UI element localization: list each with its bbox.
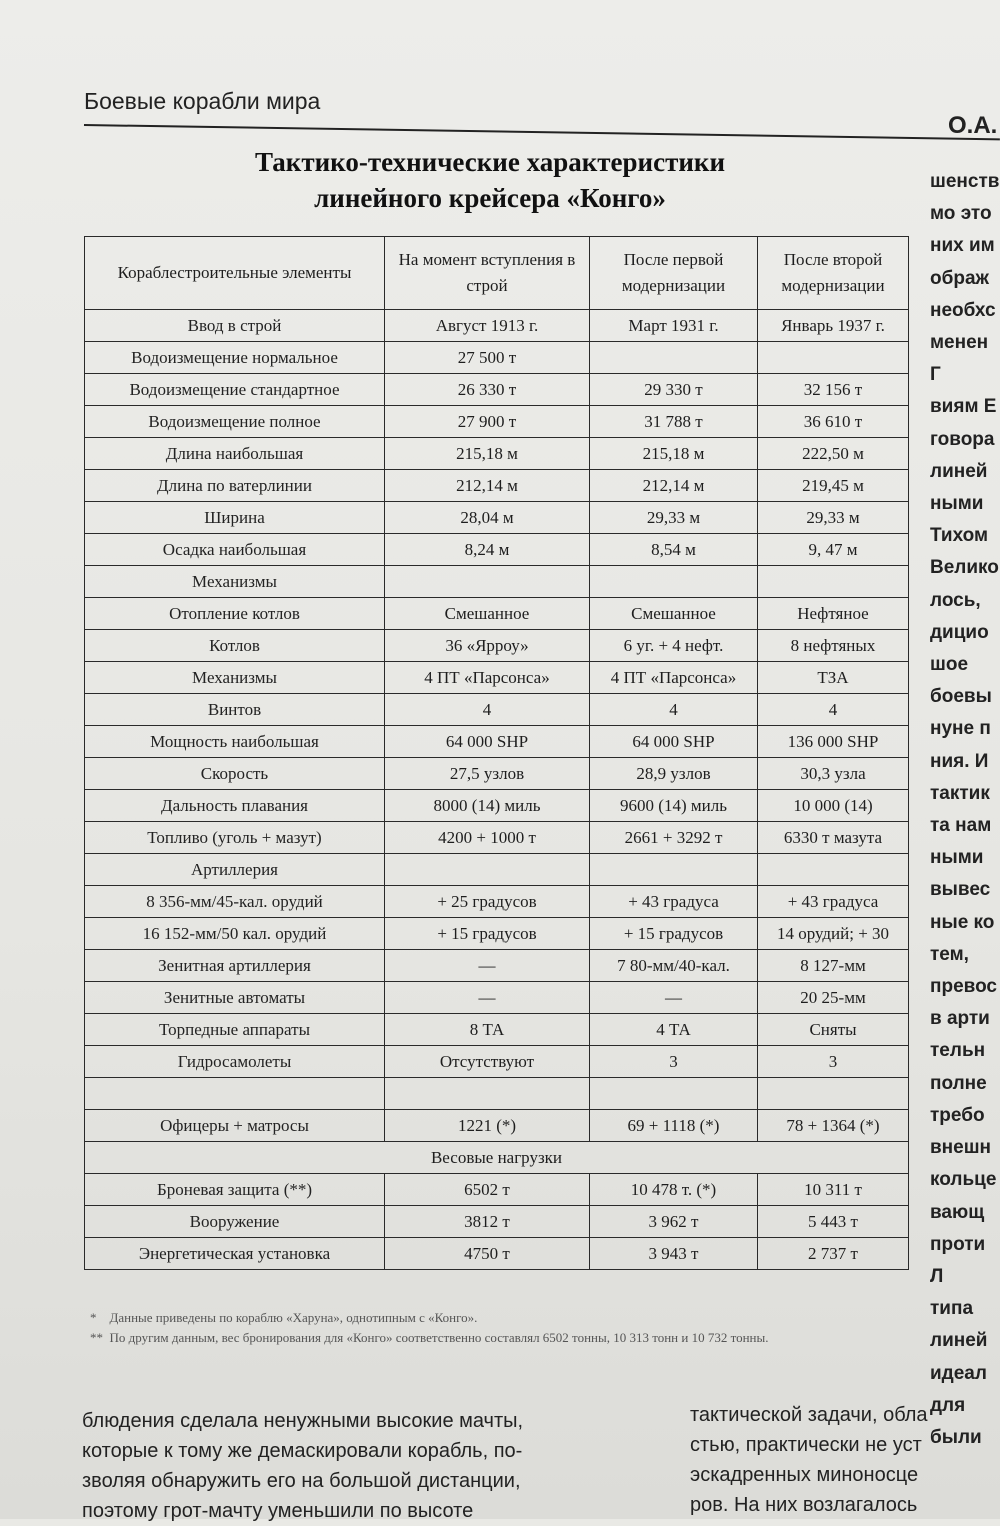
value-cell: 8 нефтяных — [758, 630, 909, 662]
value-cell: 4750 т — [385, 1238, 590, 1270]
body-line: эскадренных миноносце — [690, 1464, 919, 1486]
value-cell: 212,14 м — [590, 470, 758, 502]
right-column-text — [930, 166, 1000, 1454]
table-row — [85, 694, 909, 726]
value-cell: 212,14 м — [385, 470, 590, 502]
running-title-right: О.А. — [948, 112, 998, 139]
right-column-line: вающ — [930, 1201, 985, 1223]
value-cell: 28,9 узлов — [590, 758, 758, 790]
value-cell: 3 962 т — [590, 1206, 758, 1238]
value-cell: 9, 47 м — [758, 534, 909, 566]
body-line: которые к тому же демаскировали корабль, по- — [82, 1440, 523, 1462]
right-column-line: нуне п — [930, 718, 991, 740]
value-cell: 3 — [590, 1046, 758, 1078]
right-column-line: Г — [930, 364, 941, 386]
right-column-line: лось, — [930, 589, 981, 611]
value-cell: ТЗА — [758, 662, 909, 694]
value-cell: 9600 (14) миль — [590, 790, 758, 822]
value-cell: Сняты — [758, 1014, 909, 1046]
right-column-line: та нам — [930, 815, 992, 837]
table-row — [85, 1238, 909, 1270]
value-cell — [385, 566, 590, 598]
right-column-line: требо — [930, 1104, 985, 1126]
table-row — [85, 374, 909, 406]
value-cell: 27 900 т — [385, 406, 590, 438]
right-column-line: были — [930, 1426, 982, 1448]
right-column-line: ными — [930, 847, 984, 869]
row-label-cell: Артиллерия — [85, 854, 385, 886]
row-label-cell: Водоизмещение нормальное — [85, 342, 385, 374]
value-cell — [385, 1078, 590, 1110]
row-label-cell: 16 152-мм/50 кал. орудий — [85, 918, 385, 950]
value-cell: 27,5 узлов — [385, 758, 590, 790]
table-row — [85, 1110, 909, 1142]
value-cell: 36 610 т — [758, 406, 909, 438]
right-column-line: для — [930, 1394, 966, 1416]
value-cell — [590, 854, 758, 886]
right-column-line: линей — [930, 460, 988, 482]
column-header: На момент вступления в строй — [385, 237, 590, 310]
right-column-line: дицио — [930, 621, 989, 643]
value-cell: + 25 градусов — [385, 886, 590, 918]
value-cell: 14 орудий; + 30 — [758, 918, 909, 950]
table-row — [85, 854, 909, 886]
value-cell: — — [385, 950, 590, 982]
right-column-line: проти — [930, 1233, 986, 1255]
footnote-2-mark: ** — [90, 1330, 103, 1345]
footnote-1-text: Данные приведены по кораблю «Харуна», однотипным с «Конго». — [109, 1310, 478, 1325]
row-label-cell: Торпедные аппараты — [85, 1014, 385, 1046]
table-row — [85, 438, 909, 470]
column-header: После первой модернизации — [590, 237, 758, 310]
value-cell: Март 1931 г. — [590, 310, 758, 342]
right-column-line: Велико — [930, 557, 999, 579]
value-cell: 28,04 м — [385, 502, 590, 534]
value-cell: 4 ПТ «Парсонса» — [385, 662, 590, 694]
value-cell: 2 737 т — [758, 1238, 909, 1270]
value-cell: 8,54 м — [590, 534, 758, 566]
value-cell: 30,3 узла — [758, 758, 909, 790]
value-cell: 8,24 м — [385, 534, 590, 566]
right-column-line: шенств — [930, 171, 1000, 192]
right-column-line: ния. И — [930, 750, 989, 772]
row-label-cell: Топливо (уголь + мазут) — [85, 822, 385, 854]
value-cell: Смешанное — [590, 598, 758, 630]
row-label-cell: Котлов — [85, 630, 385, 662]
row-label-cell: Броневая защита (**) — [85, 1174, 385, 1206]
value-cell: 8000 (14) миль — [385, 790, 590, 822]
table-title-line-2: линейного крейсера «Конго» — [314, 183, 666, 213]
footnote-1 — [90, 1308, 850, 1328]
row-label-cell: Винтов — [85, 694, 385, 726]
row-label-cell: Дальность плавания — [85, 790, 385, 822]
table-row — [85, 310, 909, 342]
value-cell: 20 25-мм — [758, 982, 909, 1014]
table-row — [85, 662, 909, 694]
right-column-line: типа — [930, 1298, 974, 1320]
table-row — [85, 1078, 909, 1110]
value-cell: 5 443 т — [758, 1206, 909, 1238]
body-line: ров. На них возлагалось — [690, 1494, 918, 1516]
value-cell: Август 1913 г. — [385, 310, 590, 342]
row-label-cell — [85, 1078, 385, 1110]
value-cell: 64 000 SHP — [385, 726, 590, 758]
running-title: Боевые корабли мира — [84, 88, 321, 114]
body-line: зволяя обнаружить его на большой дистанции, — [82, 1470, 521, 1492]
right-column-line: ные ко — [930, 911, 995, 933]
value-cell: 4 — [758, 694, 909, 726]
row-label-cell: 8 356-мм/45-кал. орудий — [85, 886, 385, 918]
row-label-cell: Скорость — [85, 758, 385, 790]
row-label-cell: Длина наибольшая — [85, 438, 385, 470]
value-cell: 31 788 т — [590, 406, 758, 438]
value-cell: 4200 + 1000 т — [385, 822, 590, 854]
table-row — [85, 502, 909, 534]
row-label-cell: Зенитная артиллерия — [85, 950, 385, 982]
body-line: тактической задачи, обла — [690, 1404, 928, 1426]
body-text-left — [82, 1406, 672, 1526]
value-cell: — — [385, 982, 590, 1014]
right-column-line: полне — [930, 1072, 987, 1094]
right-column-line: линей — [930, 1330, 988, 1352]
table-row — [85, 598, 909, 630]
row-label-cell: Энергетическая установка — [85, 1238, 385, 1270]
right-column-line: боевы — [930, 686, 992, 708]
table-title-line-1: Тактико-технические характеристики — [254, 147, 726, 177]
body-line: блюдения сделала ненужными высокие мачты, — [82, 1410, 524, 1432]
right-column-line: менен — [930, 332, 989, 354]
row-label-cell: Вооружение — [85, 1206, 385, 1238]
value-cell: 29 330 т — [590, 374, 758, 406]
right-column-line: в арти — [930, 1008, 990, 1030]
right-column-line: превос — [930, 976, 998, 998]
row-label-cell: Зенитные автоматы — [85, 982, 385, 1014]
row-label-cell: Осадка наибольшая — [85, 534, 385, 566]
row-label-cell: Ввод в строй — [85, 310, 385, 342]
row-label-cell: Механизмы — [85, 662, 385, 694]
row-label-cell: Ширина — [85, 502, 385, 534]
table-row — [85, 1046, 909, 1078]
right-column-line: кольце — [930, 1169, 997, 1191]
right-column-line: них им — [930, 235, 995, 257]
table-row — [85, 470, 909, 502]
table-row — [85, 1174, 909, 1206]
value-cell: 4 — [385, 694, 590, 726]
value-cell: — — [590, 982, 758, 1014]
section-heading: Весовые нагрузки — [85, 1142, 909, 1174]
row-label-cell: Водоизмещение стандартное — [85, 374, 385, 406]
value-cell: 6 уг. + 4 нефт. — [590, 630, 758, 662]
value-cell: 219,45 м — [758, 470, 909, 502]
value-cell: 7 80-мм/40-кал. — [590, 950, 758, 982]
right-column-line: тем, — [930, 943, 969, 965]
table-row — [85, 950, 909, 982]
table-row — [85, 758, 909, 790]
value-cell: 4 ТА — [590, 1014, 758, 1046]
value-cell: 69 + 1118 (*) — [590, 1110, 758, 1142]
value-cell: 222,50 м — [758, 438, 909, 470]
right-column-line: ображ — [930, 267, 989, 289]
value-cell — [758, 566, 909, 598]
table-row — [85, 822, 909, 854]
right-column-line: ными — [930, 493, 984, 515]
value-cell: 10 311 т — [758, 1174, 909, 1206]
value-cell: + 15 градусов — [385, 918, 590, 950]
right-column-line: мо это — [930, 203, 992, 225]
value-cell — [758, 1078, 909, 1110]
right-column-line: вывес — [930, 879, 991, 901]
row-label-cell: Механизмы — [85, 566, 385, 598]
value-cell: 3 — [758, 1046, 909, 1078]
footnote-1-mark: * — [90, 1310, 97, 1325]
specifications-table — [84, 236, 909, 1270]
value-cell — [758, 342, 909, 374]
value-cell: 27 500 т — [385, 342, 590, 374]
value-cell: Отсутствуют — [385, 1046, 590, 1078]
table-row — [85, 566, 909, 598]
value-cell: + 15 градусов — [590, 918, 758, 950]
body-line: стью, практически не уст — [690, 1434, 922, 1456]
value-cell: 6330 т мазута — [758, 822, 909, 854]
row-label-cell: Мощность наибольшая — [85, 726, 385, 758]
value-cell — [590, 342, 758, 374]
right-column-line: Л — [930, 1265, 944, 1287]
row-label-cell: Гидросамолеты — [85, 1046, 385, 1078]
value-cell: 2661 + 3292 т — [590, 822, 758, 854]
value-cell: 29,33 м — [590, 502, 758, 534]
value-cell: 3812 т — [385, 1206, 590, 1238]
row-label-cell: Отопление котлов — [85, 598, 385, 630]
value-cell — [590, 1078, 758, 1110]
value-cell: 4 ПТ «Парсонса» — [590, 662, 758, 694]
row-label-cell: Офицеры + матросы — [85, 1110, 385, 1142]
table-body — [85, 310, 909, 1270]
value-cell: 29,33 м — [758, 502, 909, 534]
value-cell: 10 000 (14) — [758, 790, 909, 822]
value-cell: + 43 градуса — [758, 886, 909, 918]
value-cell: Смешанное — [385, 598, 590, 630]
table-row — [85, 982, 909, 1014]
value-cell: 136 000 SHP — [758, 726, 909, 758]
body-line: поэтому грот-мачту уменьшили по высоте — [82, 1500, 474, 1522]
table-row — [85, 630, 909, 662]
value-cell: 36 «Ярроу» — [385, 630, 590, 662]
column-header: После второй модернизации — [758, 237, 909, 310]
value-cell: 26 330 т — [385, 374, 590, 406]
body-text-right — [690, 1400, 1000, 1520]
right-column-line: внешн — [930, 1137, 992, 1159]
table-row — [85, 1206, 909, 1238]
value-cell: 215,18 м — [590, 438, 758, 470]
right-column-line: тактик — [930, 782, 990, 804]
value-cell: 215,18 м — [385, 438, 590, 470]
footnote-2-text: По другим данным, вес бронирования для «Конго» соответственно составлял 6502 тонны, 10 313 тонн и 10 732 тонны. — [109, 1330, 769, 1345]
table-row — [85, 342, 909, 374]
table-row — [85, 1014, 909, 1046]
value-cell: 78 + 1364 (*) — [758, 1110, 909, 1142]
right-column-line: виям Е — [930, 396, 997, 418]
row-label-cell: Водоизмещение полное — [85, 406, 385, 438]
value-cell — [758, 854, 909, 886]
value-cell: 10 478 т. (*) — [590, 1174, 758, 1206]
value-cell — [385, 854, 590, 886]
value-cell: 4 — [590, 694, 758, 726]
table-row — [85, 534, 909, 566]
column-header: Кораблестроительные элементы — [85, 237, 385, 310]
value-cell: 32 156 т — [758, 374, 909, 406]
right-column-line: тельн — [930, 1040, 986, 1062]
table-row — [85, 886, 909, 918]
table-header-row — [85, 237, 909, 310]
value-cell: 8 127-мм — [758, 950, 909, 982]
value-cell: 3 943 т — [590, 1238, 758, 1270]
table-row — [85, 790, 909, 822]
value-cell: 6502 т — [385, 1174, 590, 1206]
footnotes — [90, 1308, 850, 1348]
right-column-line: Тихом — [930, 525, 989, 547]
value-cell: + 43 градуса — [590, 886, 758, 918]
value-cell — [590, 566, 758, 598]
table-row — [85, 726, 909, 758]
right-column-line: шое — [930, 654, 969, 676]
value-cell: 8 ТА — [385, 1014, 590, 1046]
right-column-line: говора — [930, 428, 995, 450]
value-cell: Нефтяное — [758, 598, 909, 630]
right-column-line: необхс — [930, 299, 996, 321]
footnote-2 — [90, 1328, 850, 1348]
table-row — [85, 918, 909, 950]
value-cell: 64 000 SHP — [590, 726, 758, 758]
row-label-cell: Длина по ватерлинии — [85, 470, 385, 502]
value-cell: 1221 (*) — [385, 1110, 590, 1142]
section-row — [85, 1142, 909, 1174]
header-rule — [84, 124, 1000, 140]
table-row — [85, 406, 909, 438]
value-cell: Январь 1937 г. — [758, 310, 909, 342]
right-column-line: идеал — [930, 1362, 987, 1384]
